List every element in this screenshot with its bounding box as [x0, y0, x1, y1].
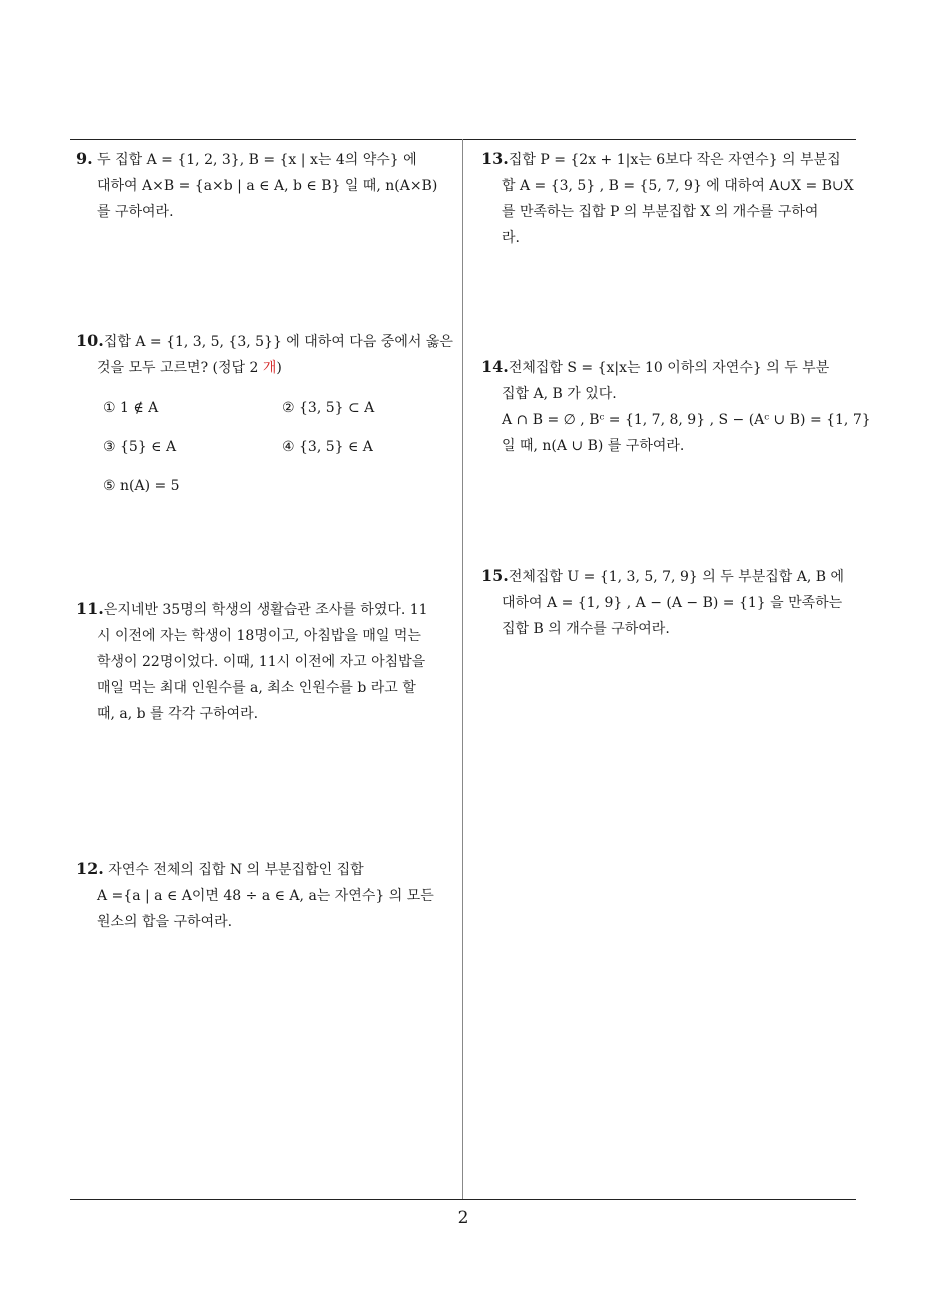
problem-text-line: 것을 모두 고르면? (정답 2 [97, 360, 263, 376]
problem-text-line: 은지네반 35명의 학생의 생활습관 조사를 하였다. 11 [103, 602, 428, 618]
choice-1: ① 1 ∉ A [103, 400, 159, 416]
problem-text-line: 라. [502, 230, 520, 246]
problem-text-line: A ={a | a ∈ A이면 48 ÷ a ∈ A, a는 자연수} 의 모든 [97, 888, 434, 904]
problem-text-line: 대하여 A×B = {a×b | a ∈ A, b ∈ B} 일 때, n(A×B) [97, 178, 438, 194]
problem-number: 15. [481, 566, 509, 585]
problem-text-line: 매일 먹는 최대 인원수를 a, 최소 인원수를 b 라고 할 [97, 680, 416, 696]
problem-text-line: 를 만족하는 집합 P 의 부분집합 X 의 개수를 구하여 [502, 204, 819, 220]
problem-text-line: 대하여 A = {1, 9} , A − (A − B) = {1} 을 만족하는 [502, 595, 843, 611]
top-rule [70, 139, 856, 140]
problem-text-line: 를 구하여라. [97, 204, 174, 220]
answer-count-unit: 개 [262, 360, 277, 376]
problem-12 [76, 856, 456, 935]
choice-5: ⑤ n(A) = 5 [103, 478, 180, 494]
problem-14 [481, 354, 871, 459]
problem-text-line: 전체집합 S = {x|x는 10 이하의 자연수} 의 두 부분 [508, 360, 830, 376]
choice-3: ③ {5} ∈ A [103, 439, 177, 455]
problem-text-line: 전체집합 U = {1, 3, 5, 7, 9} 의 두 부분집합 A, B 에 [508, 569, 844, 585]
problem-text-line: 일 때, n(A ∪ B) 를 구하여라. [502, 438, 685, 454]
problem-number: 13. [481, 149, 509, 168]
problem-number: 12. [76, 859, 104, 878]
page-number: 2 [457, 1208, 469, 1228]
bottom-rule [70, 1199, 856, 1200]
problem-text-line: 집합 P = {2x + 1|x는 6보다 작은 자연수} 의 부분집 [508, 152, 841, 168]
problem-text-line: 때, a, b 를 각각 구하여라. [97, 706, 259, 722]
problem-text-line: 합 A = {3, 5} , B = {5, 7, 9} 에 대하여 A∪X = B∪X [502, 178, 854, 194]
column-divider [462, 139, 463, 1199]
problem-text-line: 두 집합 A = {1, 2, 3}, B = {x | x는 4의 약수} 에 [92, 152, 417, 168]
choice-4: ④ {3, 5} ∈ A [282, 439, 373, 455]
problem-text-line: 집합 A = {1, 3, 5, {3, 5}} 에 대하여 다음 중에서 옳은 [103, 334, 453, 350]
problem-text-line: 학생이 22명이었다. 이때, 11시 이전에 자고 아침밥을 [97, 654, 426, 670]
problem-number: 14. [481, 357, 509, 376]
problem-number: 9. [76, 149, 93, 168]
problem-10 [76, 328, 456, 512]
problem-text-line: 집합 A, B 가 있다. [502, 386, 617, 402]
problem-number: 10. [76, 331, 104, 350]
problem-9 [76, 146, 456, 225]
closing-paren: ) [276, 360, 282, 376]
problem-text-line: 시 이전에 자는 학생이 18명이고, 아침밥을 매일 먹는 [97, 628, 421, 644]
choice-2: ② {3, 5} ⊂ A [282, 400, 375, 416]
problem-text-line: 자연수 전체의 집합 N 의 부분집합인 집합 [103, 862, 364, 878]
problem-number: 11. [76, 599, 104, 618]
problem-11 [76, 596, 456, 727]
choice-list [76, 395, 456, 512]
problem-text-line: 집합 B 의 개수를 구하여라. [502, 621, 670, 637]
problem-text-line: A ∩ B = ∅ , Bᶜ = {1, 7, 8, 9} , S − (Aᶜ ∪ B) = {1, 7} [502, 412, 871, 428]
problem-13 [481, 146, 859, 251]
problem-15 [481, 563, 859, 642]
problem-text-line: 원소의 합을 구하여라. [97, 914, 233, 930]
